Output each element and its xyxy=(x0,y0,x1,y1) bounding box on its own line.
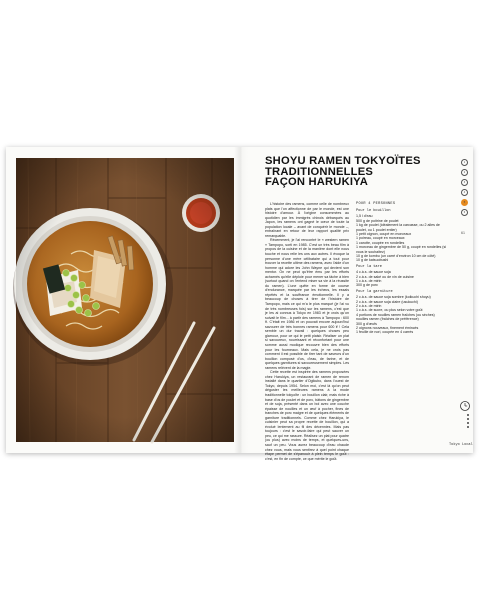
difficulty-circle-icon: 3 xyxy=(461,179,468,186)
ingredient-item: 2 c.à.s. de saké ou de vin de cuisine xyxy=(356,274,414,279)
ingredient-item: 2 c.à.s. de sauce soja claire (usukuchi) xyxy=(356,299,418,304)
difficulty-circle-icon: 6 xyxy=(461,209,468,216)
intro-paragraph: Récemment, je l'ai rencontré le « western ramen » Tampopo, sorti en 1985. C'est un très beau film à propos de la cuisine et de la manière dont elle nous touche et nous relie les uns aux autres. Il évoque la personne d'une mère célibataire qui a tout pour trouver la recette ultime des ramens, avec l'aide d'un homme qui adore les John Wayne qui devient son mentor. On ne peut qu'être ému par les efforts acharnés qu'elle déploie pour mener sa tâche à bien (surtout quand on l'entend miser sa vie à la réussite du ramen). L'une quête en forme de course d'endurance, marquée par les échecs, les essais répétés et la souffrance émotionnelle. Il y a beaucoup de choses à tirer de l'histoire de Tampopo, mais ce qui m'a le plus marqué (je l'ai vu de très nombreuses fois) sur les ramens, c'est que je les ai connus à Tokyo en 1983 et je crois qu'on suivait le film... à partir des ramens à Tampopo : 600 ¥. C'était en 1986 et on pouvait encore aujourd'hui savourer de très bonnes ramens pour 600 ¥ ! Cela semble un dur travail : quelques choses peu glamour, pour ce qui le petit plaisir. Réaliser un plat si savoureux, nourrissant et réconfortant pour une somme aussi modique recouvre bien des efforts pour les fourneaux. Mais cela, je ne crois pas comment il est possible de tirer tant de saveurs d'un bouillon composé d'os, d'eau, de farine, et de quelques garnitures si savoureusement simples. Les ramens relèvent de la magie. xyxy=(265,238,349,370)
recipe-yield: POUR 4 PERSONNES xyxy=(356,202,396,206)
difficulty-circle-icon: 4 xyxy=(461,189,468,196)
ingredient-item: 1,5 l d'eau xyxy=(356,214,373,219)
timer-icon xyxy=(458,398,472,434)
difficulty-icons xyxy=(461,159,471,219)
ingredient-item: 10 g de kombu (un carré d'environ 10 cm de côté) xyxy=(356,253,436,258)
ingredient-item: 1 kg de poulet (idéalement la carcasse, ou 2 ailes de poulet, ou 1 poulet entier) xyxy=(356,223,440,232)
ingredient-item: 1 c.à.s. de mirin xyxy=(356,279,382,283)
ingredient-item: 300 g d'œufs xyxy=(356,321,377,326)
ingredient-item: 1 carotte, coupée en rondelles xyxy=(356,240,405,245)
difficulty-circle-icon: 1 xyxy=(461,159,468,166)
ingredient-item: 2 oignons nouveaux, finement émincés xyxy=(356,326,419,331)
ingredient-item: 300 g de porc xyxy=(356,283,378,288)
recipe-title xyxy=(265,156,455,188)
section-heading-garniture: Pour la garniture xyxy=(356,290,393,295)
ingredient-item: 1 c.à.s. de sucre, ou plus selon votre goût xyxy=(356,308,423,313)
difficulty-circle-active-icon: 5 xyxy=(461,199,468,206)
intro-paragraph: Cette recette est inspirée des ramens proposées chez Harukiya, un restaurant de ramen de renom installé dans le quartier d'Ogikubo, dans l'ouest de Tokyo, depuis 1954. Selon moi, c'est là qu'on peut déguster les meilleures ramens à la mode traditionnelle tokyoïte : un bouillon clair, mais riche à base d'os de poulet et de porc, bâtons de gingembre et de soja, présenté dans un bol avec une couche épaisse de nouilles et un œuf à pocher, fines de tranches de porc maigre et de quelques éléments de garniture traditionnels. Comme chez Harukiya, le cuisinier peut sa propre recette de bouillon, qui a évolué lentement au fil des décennies. Mais pas toujours : c'est le savoir-faire qui peut sauver un peu, ce qui me rassure. Réalisez un plat pour quatre (ou plus) avec moins de temps, et quelques-uns, sauf un peu. Vous aurez beaucoup d'eau chaude chez vous, mais vous sentirez à quel point chaque étape permet de s'épanouir à plein temps le goût : c'est, en fin de compte, ce que mérite le goût. xyxy=(265,370,349,461)
ingredients-column xyxy=(356,202,448,335)
ingredient-item: 2 c.à.s. de sauce soja sombre (koikuchi shoyu) xyxy=(356,295,431,300)
ingredient-item: 4 portions de nouilles ramen fraîches (ou sèches) xyxy=(356,312,435,317)
difficulty-circle-icon: 2 xyxy=(461,169,468,176)
author-name: Tokyo Local xyxy=(449,443,473,447)
section-heading-tare: Pour la tare xyxy=(356,265,382,270)
recipe-title-line: TRADITIONNELLES xyxy=(265,165,374,178)
book-gutter-shadow xyxy=(234,147,248,453)
recipe-title-line: FAÇON HARUKIYA xyxy=(265,176,369,188)
ingredient-item: 1 petit oignon, coupé en morceaux xyxy=(356,231,412,236)
book-spread xyxy=(6,147,473,461)
page-number: 61 xyxy=(461,231,465,235)
ramen-bowl-photo xyxy=(16,158,234,442)
ingredient-item: 2 c.à.s. de mirin xyxy=(356,304,382,309)
ingredient-item: 10 g de katsuobushi xyxy=(356,258,389,263)
intro-paragraph: L'histoire des ramens, comme celle de nombreux plats que l'on affectionne de par le monde, est une histoire d'amour. À l'origine consommées au quotidien par les immigrés chinois débarqués au Japon, les ramens ont gagné le cœur de toute la population locale – avant de conquérir le monde –, entraînant en retour de leur rapport qualité prix remarquable. xyxy=(265,202,349,238)
ingredient-item: 4 c.à.s. de sauce soja xyxy=(356,270,391,275)
recipe-title-line: SHOYU RAMEN TOKYOÏTES xyxy=(265,155,421,167)
ingredient-item: 500 g de poitrine de poulet xyxy=(356,218,399,223)
intro-text-column xyxy=(265,202,349,461)
ingredient-item: nouilles ramen (fraîches de préférence) xyxy=(356,317,419,322)
ingredient-item: 1 morceau de gingembre de 50 g, coupé en rondelles (si vous le souhaitez) xyxy=(356,245,447,254)
section-heading-bouillon: Pour le bouillon xyxy=(356,209,391,214)
ingredient-item: 1 feuille de nori, coupée en 4 carrés xyxy=(356,330,414,335)
ingredient-item: 1 poireau, coupé en morceaux xyxy=(356,236,405,241)
